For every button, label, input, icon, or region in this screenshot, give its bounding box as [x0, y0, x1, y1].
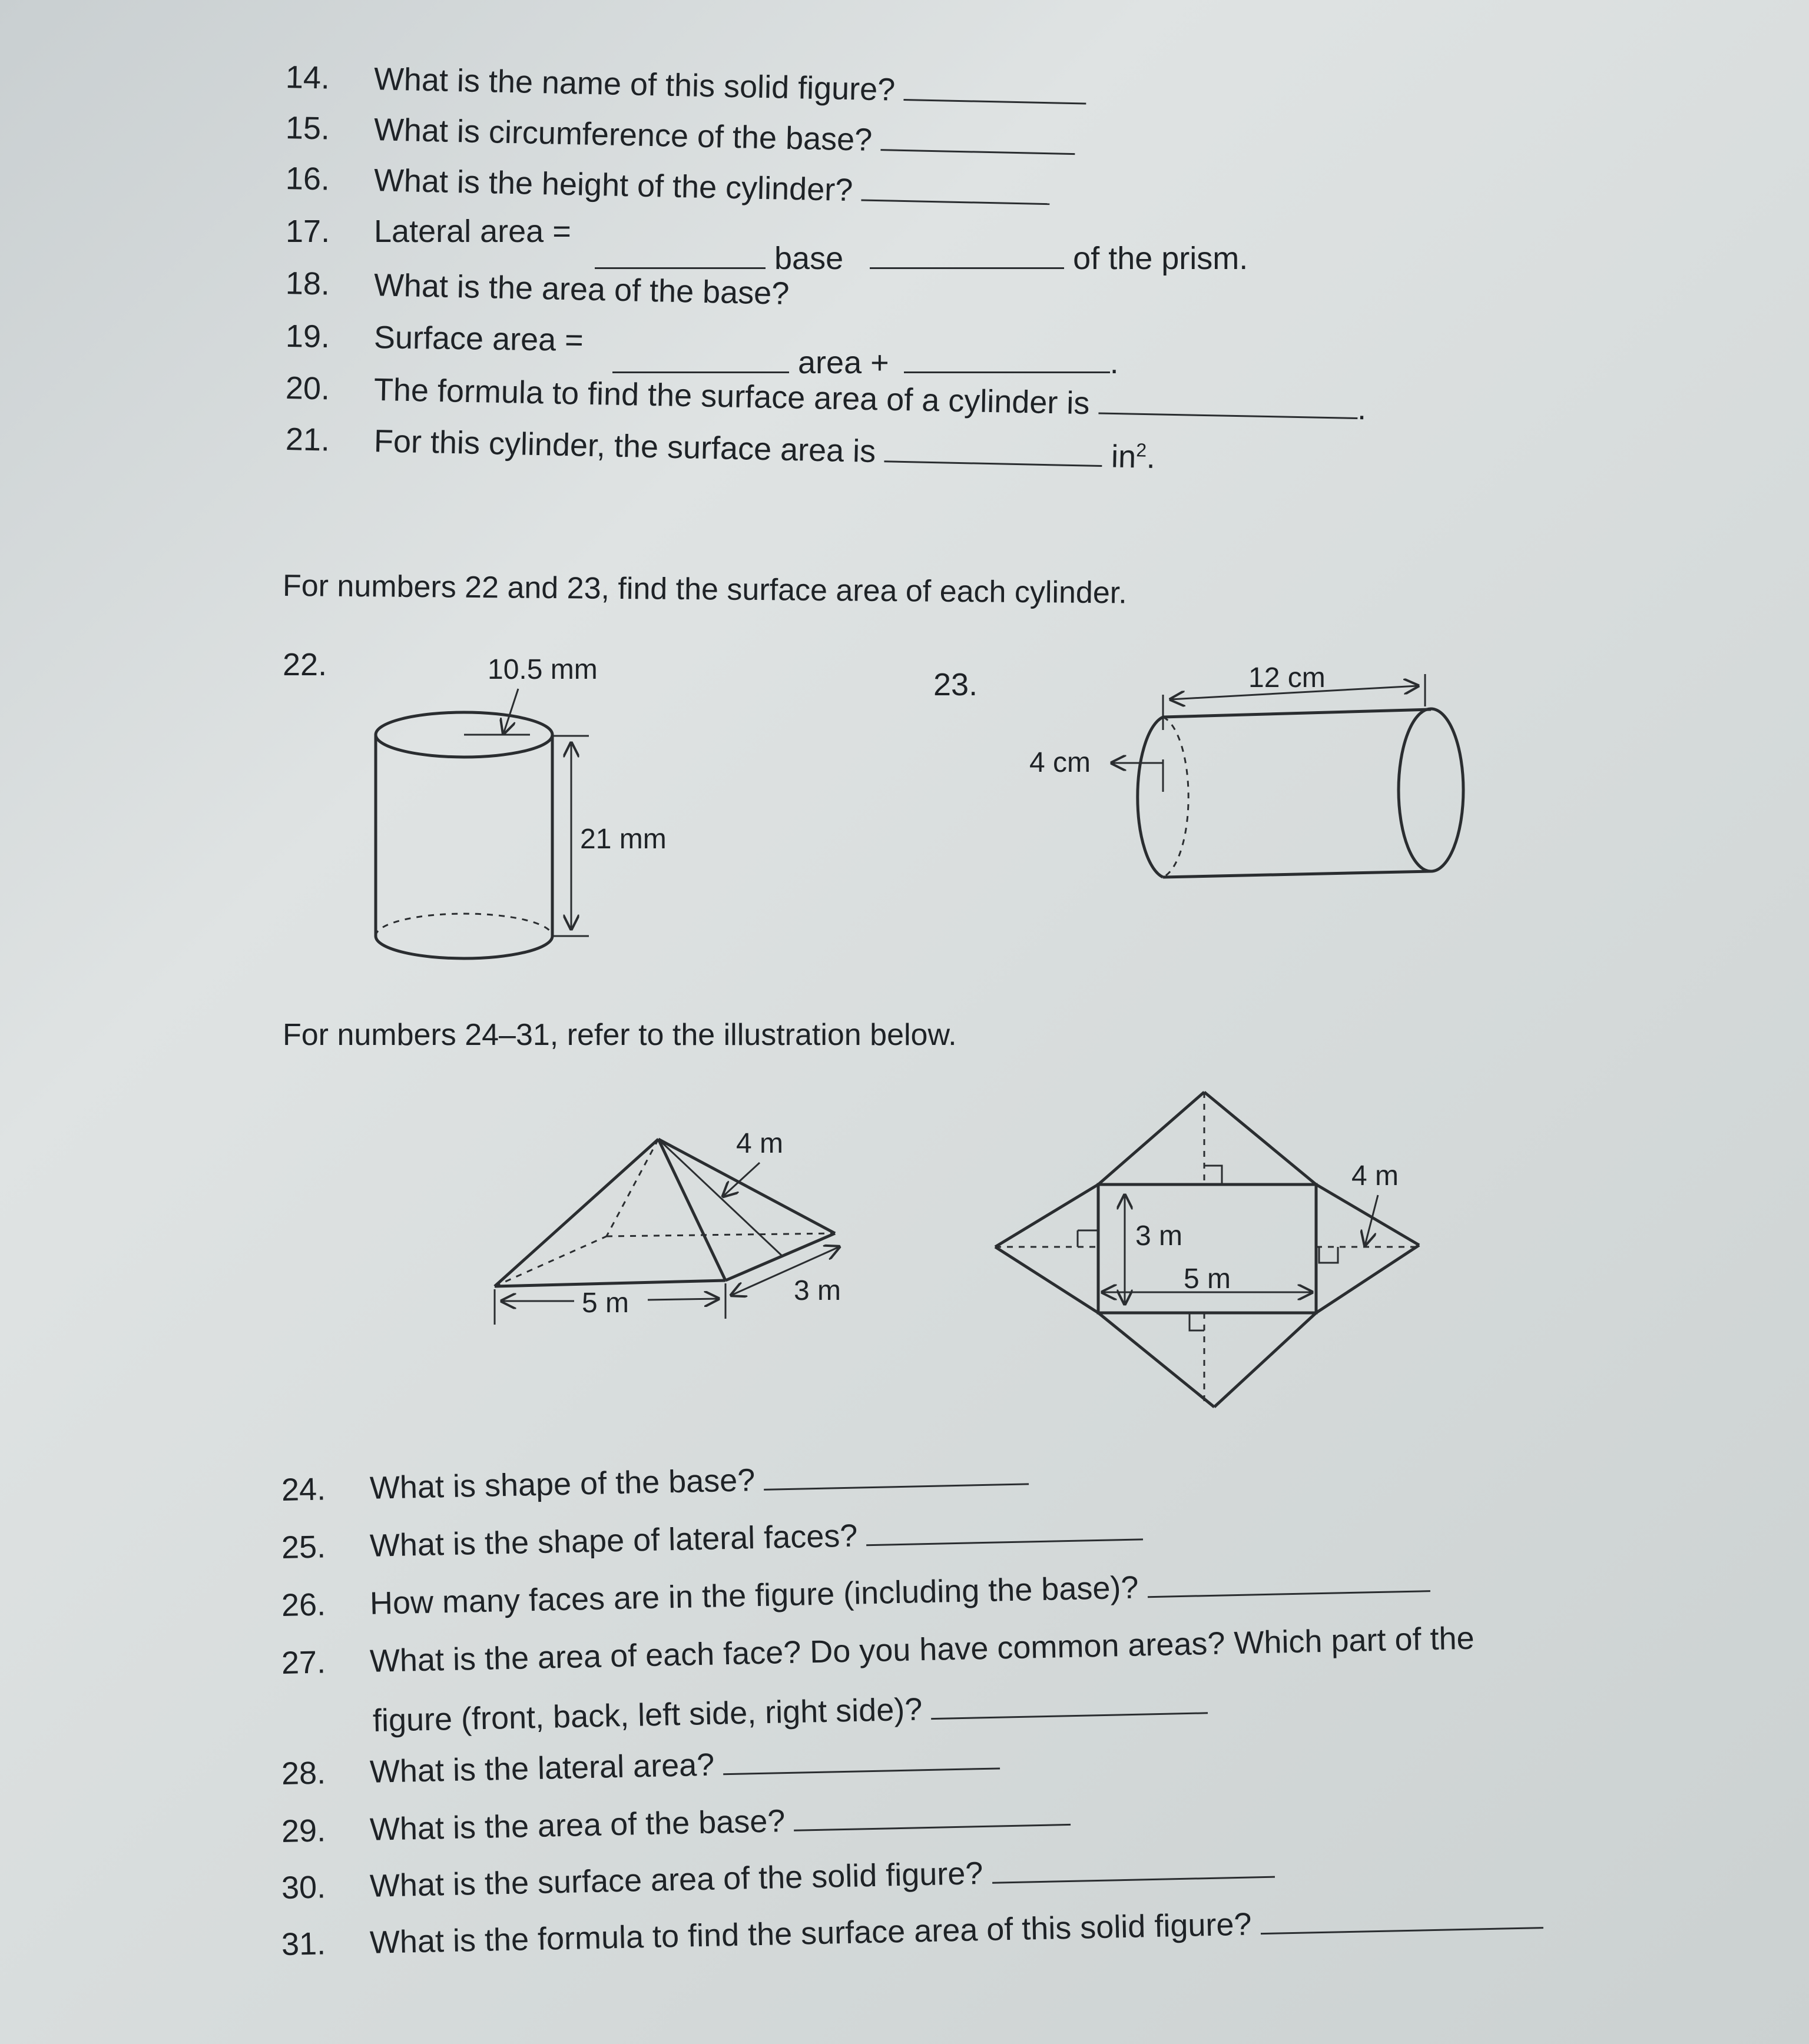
question-21-sup: 2 [1135, 439, 1147, 461]
question-number: 30. [281, 1869, 326, 1906]
question-text: What is shape of the base? [369, 1462, 756, 1506]
question-text: What is the surface area of the solid figure? [369, 1856, 983, 1904]
answer-blank[interactable] [723, 1761, 1000, 1775]
question-text: Surface area = [373, 320, 584, 359]
question-19-mid: area + [798, 345, 889, 380]
question-text: What is the lateral area? [369, 1747, 715, 1790]
question-text: Lateral area = [374, 214, 571, 249]
question-19-end: . [1109, 345, 1119, 380]
question-21-unit: in [1111, 439, 1137, 475]
section-pyramid-heading: For numbers 24–31, refer to the illustration below. [283, 1018, 957, 1052]
question-number: 31. [281, 1926, 326, 1962]
question-number: 17. [286, 214, 330, 249]
answer-blank[interactable] [764, 1477, 1029, 1490]
answer-blank[interactable] [1261, 1921, 1543, 1934]
cylinder-22-radius-label: 10.5 mm [488, 654, 598, 685]
question-number: 28. [281, 1755, 326, 1791]
answer-blank[interactable] [866, 1532, 1143, 1546]
answer-blank[interactable] [1148, 1584, 1430, 1598]
question-number: 25. [281, 1529, 326, 1565]
question-text: What is the shape of lateral faces? [369, 1518, 858, 1564]
answer-blank[interactable] [794, 1818, 1071, 1831]
question-number: 21. [285, 422, 330, 458]
answer-blank[interactable] [931, 1706, 1208, 1720]
item-23-number: 23. [933, 667, 978, 702]
question-17-end: of the prism. [1073, 241, 1248, 276]
question-text: What is the formula to find the surface area of this solid figure? [369, 1906, 1253, 1960]
question-text: How many faces are in the figure (including the base)? [369, 1570, 1139, 1621]
question-20-end: . [1357, 390, 1367, 427]
question-number: 18. [285, 266, 330, 302]
cylinder-22-figure [376, 689, 589, 958]
question-number: 16. [285, 161, 330, 197]
net-length-label: 5 m [1184, 1263, 1231, 1295]
question-text: What is the area of each face? Do you have common areas? Which part of the [369, 1620, 1475, 1679]
question-number: 26. [281, 1587, 326, 1623]
pyramid-base-width-label: 3 m [794, 1275, 841, 1306]
cylinder-23-radius-label: 4 cm [1029, 747, 1091, 778]
question-number: 29. [281, 1813, 326, 1849]
question-text: The formula to find the surface area of a cylinder is [373, 371, 1090, 422]
pyramid-net-figure [995, 1092, 1419, 1407]
cylinder-22-height-label: 21 mm [580, 824, 667, 855]
answer-blank[interactable] [992, 1870, 1274, 1884]
pyramid-figure [495, 1139, 839, 1325]
pyramid-base-length-label: 5 m [582, 1288, 629, 1319]
section-cylinders-heading: For numbers 22 and 23, find the surface area of each cylinder. [282, 569, 1127, 610]
question-text: What is the height of the cylinder? [373, 162, 853, 208]
item-22-number: 22. [283, 647, 327, 682]
question-number: 27. [281, 1644, 326, 1681]
question-number: 14. [285, 59, 330, 96]
cylinder-23-figure [1112, 674, 1463, 877]
question-text: What is the name of this solid figure? [373, 61, 896, 108]
net-width-label: 3 m [1135, 1220, 1183, 1252]
question-number: 19. [285, 318, 330, 355]
question-number: 20. [285, 370, 330, 407]
cylinder-23-length-label: 12 cm [1248, 662, 1326, 694]
question-17-mid: base [774, 241, 844, 276]
question-text: For this cylinder, the surface area is [373, 423, 876, 469]
question-text: What is the area of the base? [373, 267, 790, 311]
question-number: 24. [281, 1471, 326, 1508]
question-27-text2: figure (front, back, left side, right side)? [372, 1691, 923, 1738]
question-21-end: . [1146, 439, 1156, 475]
pyramid-slant-label: 4 m [736, 1128, 784, 1159]
question-text: What is circumference of the base? [373, 112, 873, 158]
question-number: 15. [285, 110, 330, 147]
question-text: What is the area of the base? [369, 1803, 786, 1847]
net-slant-label: 4 m [1351, 1160, 1399, 1192]
